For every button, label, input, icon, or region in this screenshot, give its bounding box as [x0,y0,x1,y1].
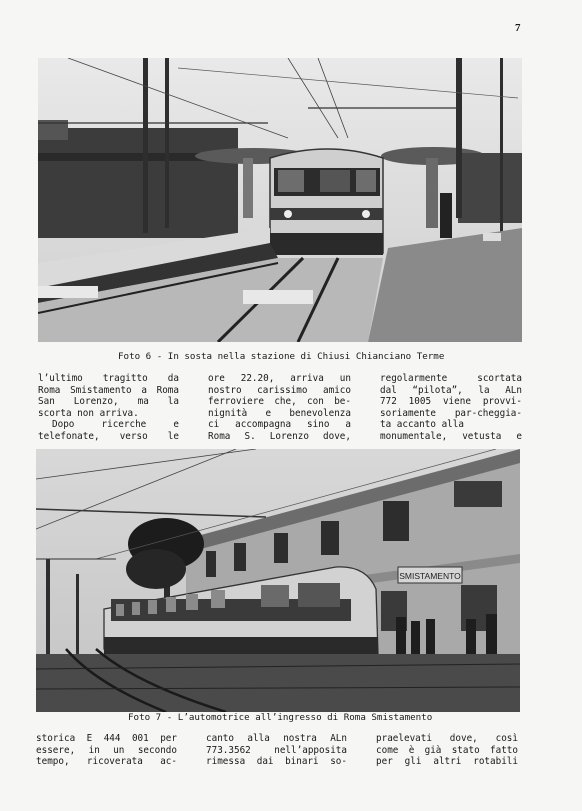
text-line: soriamente par-cheggia- [380,407,522,419]
text-line: 773.3562 nell’apposita [206,744,347,756]
text-line: storica E 444 001 per [36,733,177,744]
photo-chiusi-station [38,58,522,342]
text-line: scorta non arriva. [38,407,139,419]
page-number: 7 [515,22,521,34]
text-line: regolarmente scortata [380,373,522,384]
text-line: canto alla nostra ALn [206,733,347,744]
text-line: tempo, ricoverata ac- [36,756,177,768]
text-line: nignità e benevolenza [208,407,351,419]
text-line: praelevati dove, così [376,733,518,744]
text-line: 772 1005 viene provvi- [380,396,522,408]
text-line: ta accanto alla [380,419,464,431]
text-column [380,373,522,443]
railcar-arrival-photo [36,449,520,712]
text-line: per gli altri rotabili [376,756,518,768]
text-column [36,733,177,768]
text-line: ore 22.20, arriva un [208,373,351,384]
text-line: Roma S. Lorenzo dove, [208,430,351,442]
text-line: Roma Smistamento a Roma [38,384,179,396]
text-line: nostro carissimo amico [208,384,351,396]
photo-roma-smistamento [36,449,520,712]
text-line: come è già stato fatto [376,744,518,756]
text-column [208,373,351,443]
text-line: essere, in un secondo [36,744,177,756]
text-line: telefonate, verso le [38,430,179,442]
text-line: ferroviere che, con be- [208,396,351,408]
text-line: l’ultimo tragitto da [38,373,179,384]
photo-caption: Foto 6 - In sosta nella stazione di Chiusi Chianciano Terme [118,351,445,362]
text-line: rimessa dai binari so- [206,756,347,768]
railcar-station-photo [38,58,522,342]
text-line: monumentale, vetusta e [380,430,522,442]
text-column [38,373,179,443]
photo-caption: Foto 7 - L’automotrice all’ingresso di Roma Smistamento [128,712,433,723]
text-line: Dopo ricerche e [52,419,179,431]
station-sign: SMISTAMENTO [399,571,461,581]
text-line: ci accompagna sino a [208,419,351,431]
text-line: dal “pilota”, la ALn [380,384,522,396]
text-column [376,733,518,768]
text-line: San Lorenzo, ma la [38,396,179,408]
text-column [206,733,347,768]
